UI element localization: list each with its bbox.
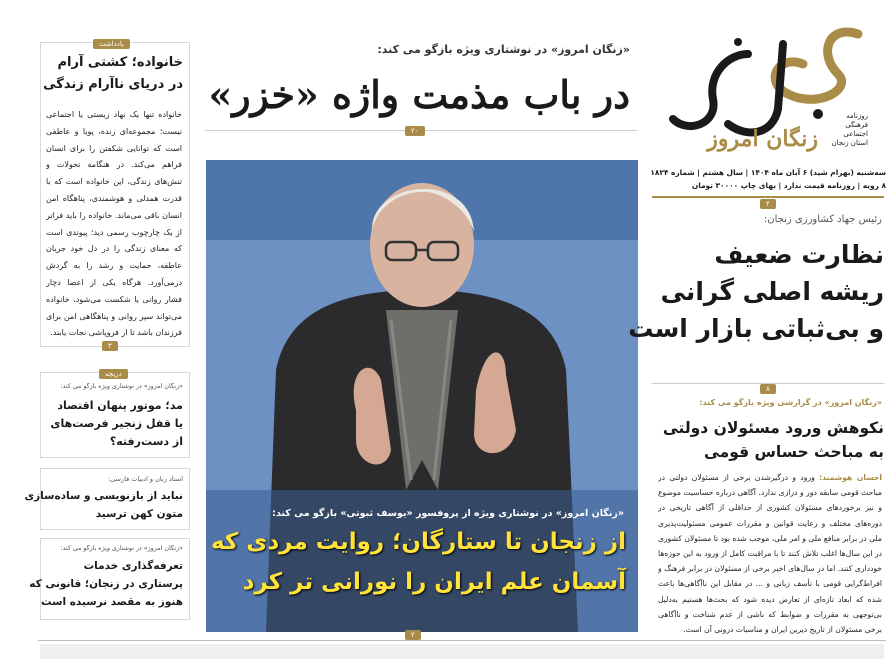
right-story2-body: احسان هوشمند: ورود و درگیرشدن برخی از مسئولان دولتی در مباحث قومی سابقه دور و درازی ندارد. آگاهی درباره حساسیت موضوع و نیز برخوردهای مسئولان کشوری از حداقلی از آگاهی تاریخی در دوره‌های مختلف و رعایت قوانین و مقررات عمومی مسئولیت‌پذیری ملی در برابر منافع ملی و امر ملی، موجب شده بود تا مسئولان کشوری در این سال‌ها اغلب تلاش کنند تا با مراقبت کامل از ورود به این حوزه‌ها خودداری کنند. اما در سال‌های اخیر برخی از مسئولان در برابر فرهنگ و افراط‌گرایی قومی با تأسف زبانی و ... در مقابل این ناآگاهی‌ها باعث شده که ابعاد تازه‌ای از تعارض دیده شود که بحث‌ها هستیم به‌دلیل بی‌توجهی به مقررات و ضوابط که ناشی از عدم شناخت و ناآگاهی برخی مسئولان از تاریخ دیرین ایران و مناسبات درونی آن است.	[658, 473, 882, 635]
page-mark: ۴	[760, 199, 776, 209]
professor-photo	[206, 160, 638, 632]
left-story3-card[interactable]	[24, 468, 190, 530]
price-line: ۸ رویه | روزنامه قیمت ندارد | بهای چاپ ۳۰۰۰۰ تومان	[691, 181, 886, 190]
newspaper-logo	[668, 14, 868, 164]
bottom-rule	[38, 640, 886, 641]
page-mark: ۲۰	[405, 126, 425, 136]
next-page-strip	[40, 644, 884, 659]
left-story1-body: خانواده تنها یک نهاد زیستی یا اجتماعی نیست؛ مجموعه‌ای زنده، پویا و عاطفی است که توانایی شکفتن را برای انسان فراهم می‌کند. در هنگامه تحولات و تنش‌های زندگی، این خانواده است که با قدرت همدلی و هوشمندی، پناهگاه امن انسان باقی می‌ماند. خانواده را باید فراتر از یک چارچوب رسمی دید؛ پیوندی است که معنای زندگی را در دل خود جریان عاطفه، حمایت و رشد را به گردش درمی‌آورد. هرگاه یکی از اعضا دچار فشار روانی یا شکست می‌شود، خانواده می‌تواند سپر روانی و پناهگاهی امن برای فرزندان باشد تا از فروپاشی نجات یابند.	[46, 110, 182, 338]
left-story1-headline-line1: خانواده؛ کشتی آرام	[57, 55, 183, 70]
left-story4-headline: تعرفه‌گذاری خدمات پرستاری در زنجان؛ قانونی که هنوز به مقصد نرسیده است	[29, 560, 183, 608]
section-label: دریچه	[99, 369, 128, 379]
right-story2-headline-line2[interactable]: به مباحث حساس قومی	[703, 443, 884, 461]
photo-story[interactable]	[206, 160, 638, 632]
left-story1-card[interactable]	[40, 42, 190, 347]
left-story2-headline: مد؛ موتور پنهان اقتصاد یا قفل زنجیر فرصت‌های از دست‌رفته؟	[50, 399, 183, 448]
photo-story-headline-line2: آسمان علم ایران را نورانی تر کرد	[242, 569, 626, 595]
left-story1-headline-line2: در دریای ناآرام زندگی	[43, 77, 183, 92]
left-story4-card[interactable]	[29, 538, 190, 620]
top-story-kicker[interactable]: «زنگان امروز» در نوشتاری ویژه بازگو می کند:	[377, 43, 630, 56]
right-story2-kicker: «زنگان امروز» در گزارشی ویژه بازگو می کند:	[699, 398, 882, 407]
top-story-headline[interactable]: در باب مذمت واژه «خزر»	[208, 72, 630, 117]
page-mark: ۸	[760, 384, 776, 394]
photo-story-kicker: «زنگان امروز» در نوشتاری ویژه از پروفسور «یوسف ثبوتی» بازگو می کند:	[272, 508, 624, 519]
right-story1-headline[interactable]: نظارت ضعیف ریشه اصلی گرانی و بی‌ثباتی بازار است	[628, 240, 884, 343]
page-mark: ۲	[405, 630, 421, 640]
left-story3-kicker: استاد زبان و ادبیات فارسی:	[107, 475, 183, 483]
section-label: یادداشت	[93, 39, 130, 49]
logo-text: زنگان امروز	[707, 126, 818, 152]
page-mark: ۳	[102, 341, 118, 351]
left-story2-kicker: «زنگان امروز» در نوشتاری ویژه بازگو می کند:	[60, 383, 183, 390]
masthead	[648, 10, 888, 170]
masthead-tagline: روزنامه فرهنگی اجتماعی استان زنجان	[831, 112, 868, 147]
left-story4-kicker: «زنگان امروز» در نوشتاری ویژه بازگو می کند:	[60, 545, 183, 552]
left-story3-headline: نباید از بازنویسی و ساده‌سازی متون کهن ترسید	[24, 490, 183, 520]
right-story2-author: احسان هوشمند:	[819, 473, 882, 482]
photo-story-headline-line1: از زنجان تا ستارگان؛ روایت مردی که	[210, 529, 626, 555]
right-story1-kicker: رئیس جهاد کشاورزی زنجان:	[763, 214, 882, 225]
right-story2-headline-line1[interactable]: نکوهش ورود مسئولان دولتی	[662, 419, 884, 437]
date-line: سه‌شنبه (بهرام شید) ۶ آبان ماه ۱۴۰۴ | سال هشتم | شماره ۱۸۲۴	[650, 168, 886, 177]
masthead-divider	[652, 196, 884, 198]
left-story2-card[interactable]	[40, 372, 190, 458]
